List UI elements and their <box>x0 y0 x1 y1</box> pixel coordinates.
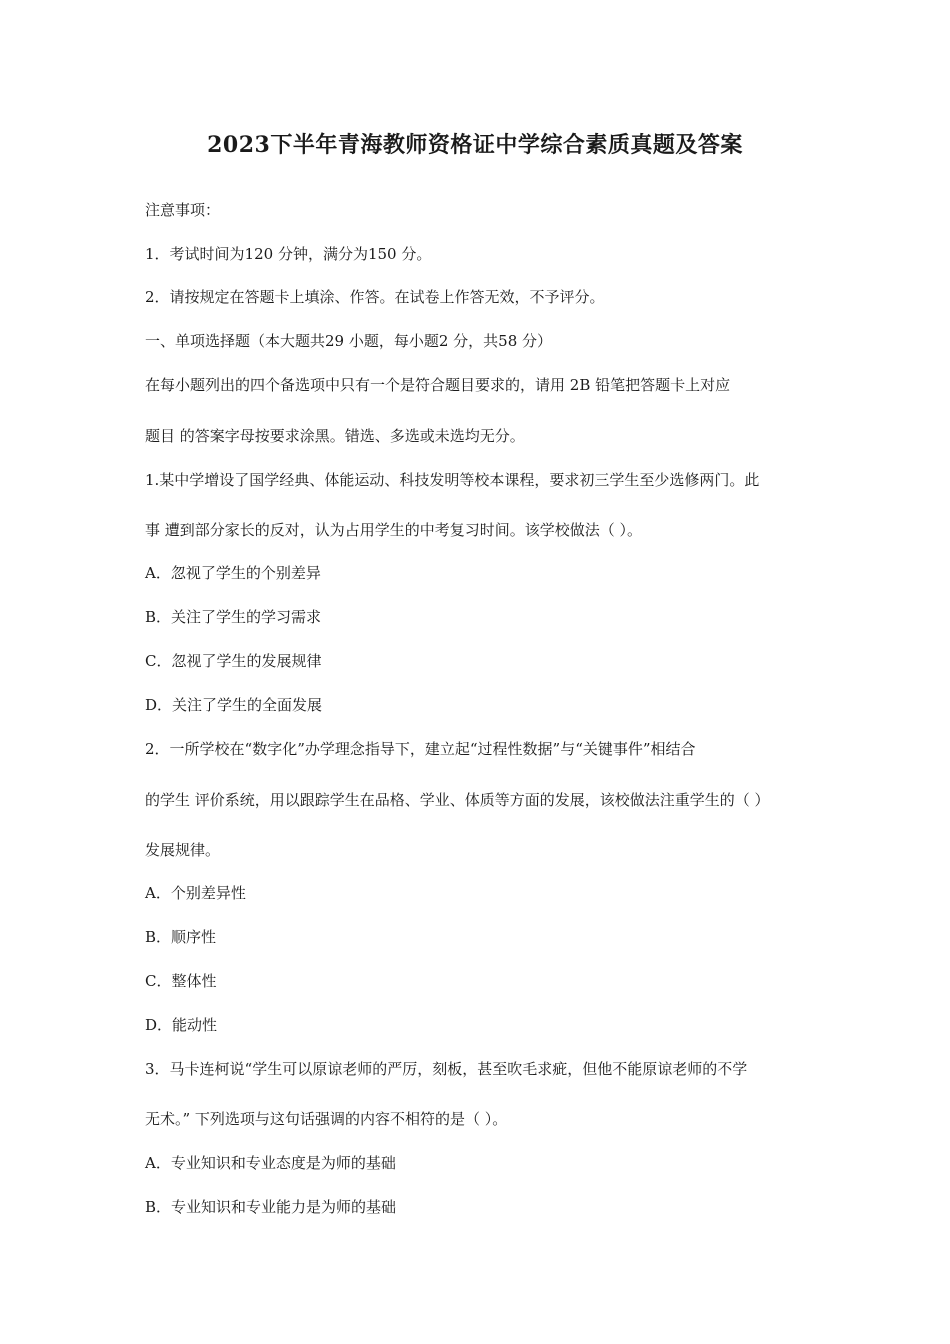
question-2-stem-line-1: 2．一所学校在“数字化”办学理念指导下，建立起“过程性数据”与“关键事件”相结合 <box>145 740 696 758</box>
question-2-stem-line-3: 发展规律。 <box>145 841 221 859</box>
question-1-option-d: D．关注了学生的全面发展 <box>145 696 323 714</box>
section-heading: 一、单项选择题（本大题共29 小题，每小题2 分，共58 分） <box>145 332 553 350</box>
question-3-stem-line-2: 无术。” 下列选项与这句话强调的内容不相符的是（ ）。 <box>145 1110 508 1128</box>
question-3-stem-line-1: 3．马卡连柯说“学生可以原谅老师的严厉，刻板，甚至吹毛求疵，但他不能原谅老师的不学 <box>145 1060 748 1078</box>
question-1-option-c: C．忽视了学生的发展规律 <box>145 652 322 670</box>
document-title: 2023下半年青海教师资格证中学综合素质真题及答案 <box>207 132 743 158</box>
section-instruction-line-2: 题目 的答案字母按要求涂黑。错选、多选或未选均无分。 <box>145 427 525 445</box>
question-1-option-b: B．关注了学生的学习需求 <box>145 608 322 626</box>
question-3-option-a: A．专业知识和专业态度是为师的基础 <box>145 1154 396 1172</box>
notes-item-2: 2．请按规定在答题卡上填涂、作答。在试卷上作答无效，不予评分。 <box>145 288 605 306</box>
section-instruction-line-1: 在每小题列出的四个备选项中只有一个是符合题目要求的，请用 2B 铅笔把答题卡上对应 <box>145 376 731 394</box>
question-1-stem-line-2: 事 遭到部分家长的反对，认为占用学生的中考复习时间。该学校做法（ ）。 <box>145 521 643 539</box>
question-1-option-a: A．忽视了学生的个别差异 <box>145 564 321 582</box>
question-3-option-b: B．专业知识和专业能力是为师的基础 <box>145 1198 397 1216</box>
question-2-option-d: D．能动性 <box>145 1016 218 1034</box>
question-2-option-b: B．顺序性 <box>145 928 217 946</box>
question-2-option-c: C．整体性 <box>145 972 217 990</box>
question-2-option-a: A．个别差异性 <box>145 884 246 902</box>
notes-item-1: 1．考试时间为120 分钟，满分为150 分。 <box>145 245 432 263</box>
notes-heading: 注意事项： <box>145 201 221 219</box>
question-2-stem-line-2: 的学生 评价系统，用以跟踪学生在品格、学业、体质等方面的发展，该校做法注重学生的（ ） <box>145 791 770 809</box>
question-1-stem-line-1: 1.某中学增设了国学经典、体能运动、科技发明等校本课程，要求初三学生至少选修两门。此 <box>145 471 760 489</box>
